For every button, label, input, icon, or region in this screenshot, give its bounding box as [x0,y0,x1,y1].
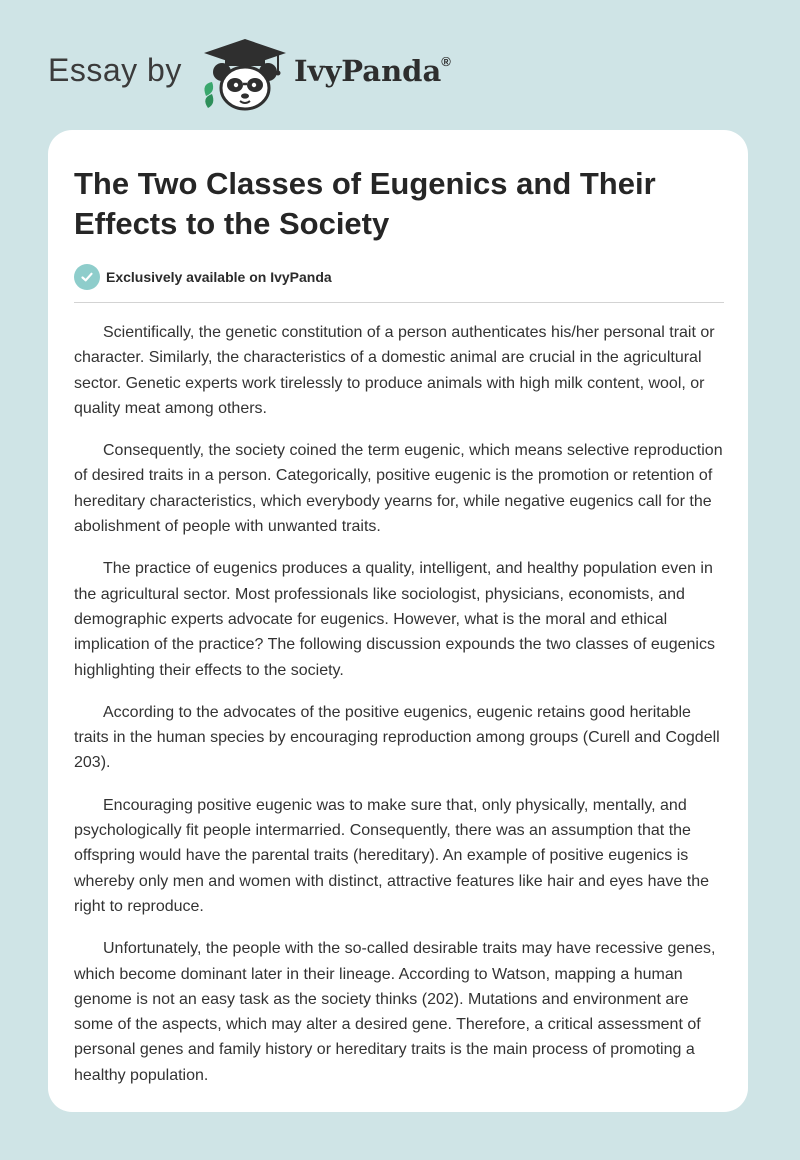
exclusive-badge [74,264,332,290]
paragraph: Encouraging positive eugenic was to make sure that, only physically, mentally, and psychologically fit people intermarried. Consequently, there was an assumption that the offspring would have the parental traits (hereditary). An example of positive eugenics is whereby only men and women with distinct, attractive features like hair and eyes have the right to reproduce. [74,796,709,915]
brand-name[interactable]: IvyPanda® [294,54,451,88]
paragraph: Scientifically, the genetic constitution of a person authenticates his/her personal trait or character. Similarly, the characteristics of a domestic animal are crucial in the agricultural sector. Genetic experts work tirelessly to produce animals with high milk content, wool, or quality meat among others. [74,324,715,417]
checkmark-circle-icon [74,264,100,290]
site-header [48,34,748,114]
divider [74,302,724,303]
exclusive-label: Exclusively available on IvyPanda [106,269,332,285]
essay-by-label: Essay by [48,52,182,88]
registered-mark: ® [441,54,451,70]
paragraph: According to the advocates of the positive eugenics, eugenic retains good heritable traits in the human species by encouraging reproduction among groups (Curell and Cogdell 203). [74,703,720,772]
paragraph: Consequently, the society coined the term eugenic, which means selective reproduction of desired traits in a person. Categorically, positive eugenic is the promotion or retention of hereditary characteristics, which everybody yearns for, while negative eugenics call for the abolishment of people with unwanted traits. [74,442,723,536]
essay-body [74,320,724,1105]
page-title: The Two Classes of Eugenics and Their Effects to the Society [74,166,656,241]
essay-card [48,130,748,1112]
panda-graduation-cap-icon[interactable] [200,36,290,112]
paragraph: Unfortunately, the people with the so-called desirable traits may have recessive genes, which become dominant later in their lineage. According to Watson, mapping a human genome is not an easy task as the society thinks (202). Mutations and environment are some of the aspects, which may alter a desired gene. Therefore, a critical assessment of personal genes and family history or hereditary traits is the main process of promoting a healthy population. [74,940,716,1084]
paragraph: The practice of eugenics produces a quality, intelligent, and healthy population even in the agricultural sector. Most professionals like sociologist, physicians, economists, and demographic experts advocate for eugenics. However, what is the moral and ethical implication of the practice? The following discussion expounds the two classes of eugenics highlighting their effects to the society. [74,560,715,679]
